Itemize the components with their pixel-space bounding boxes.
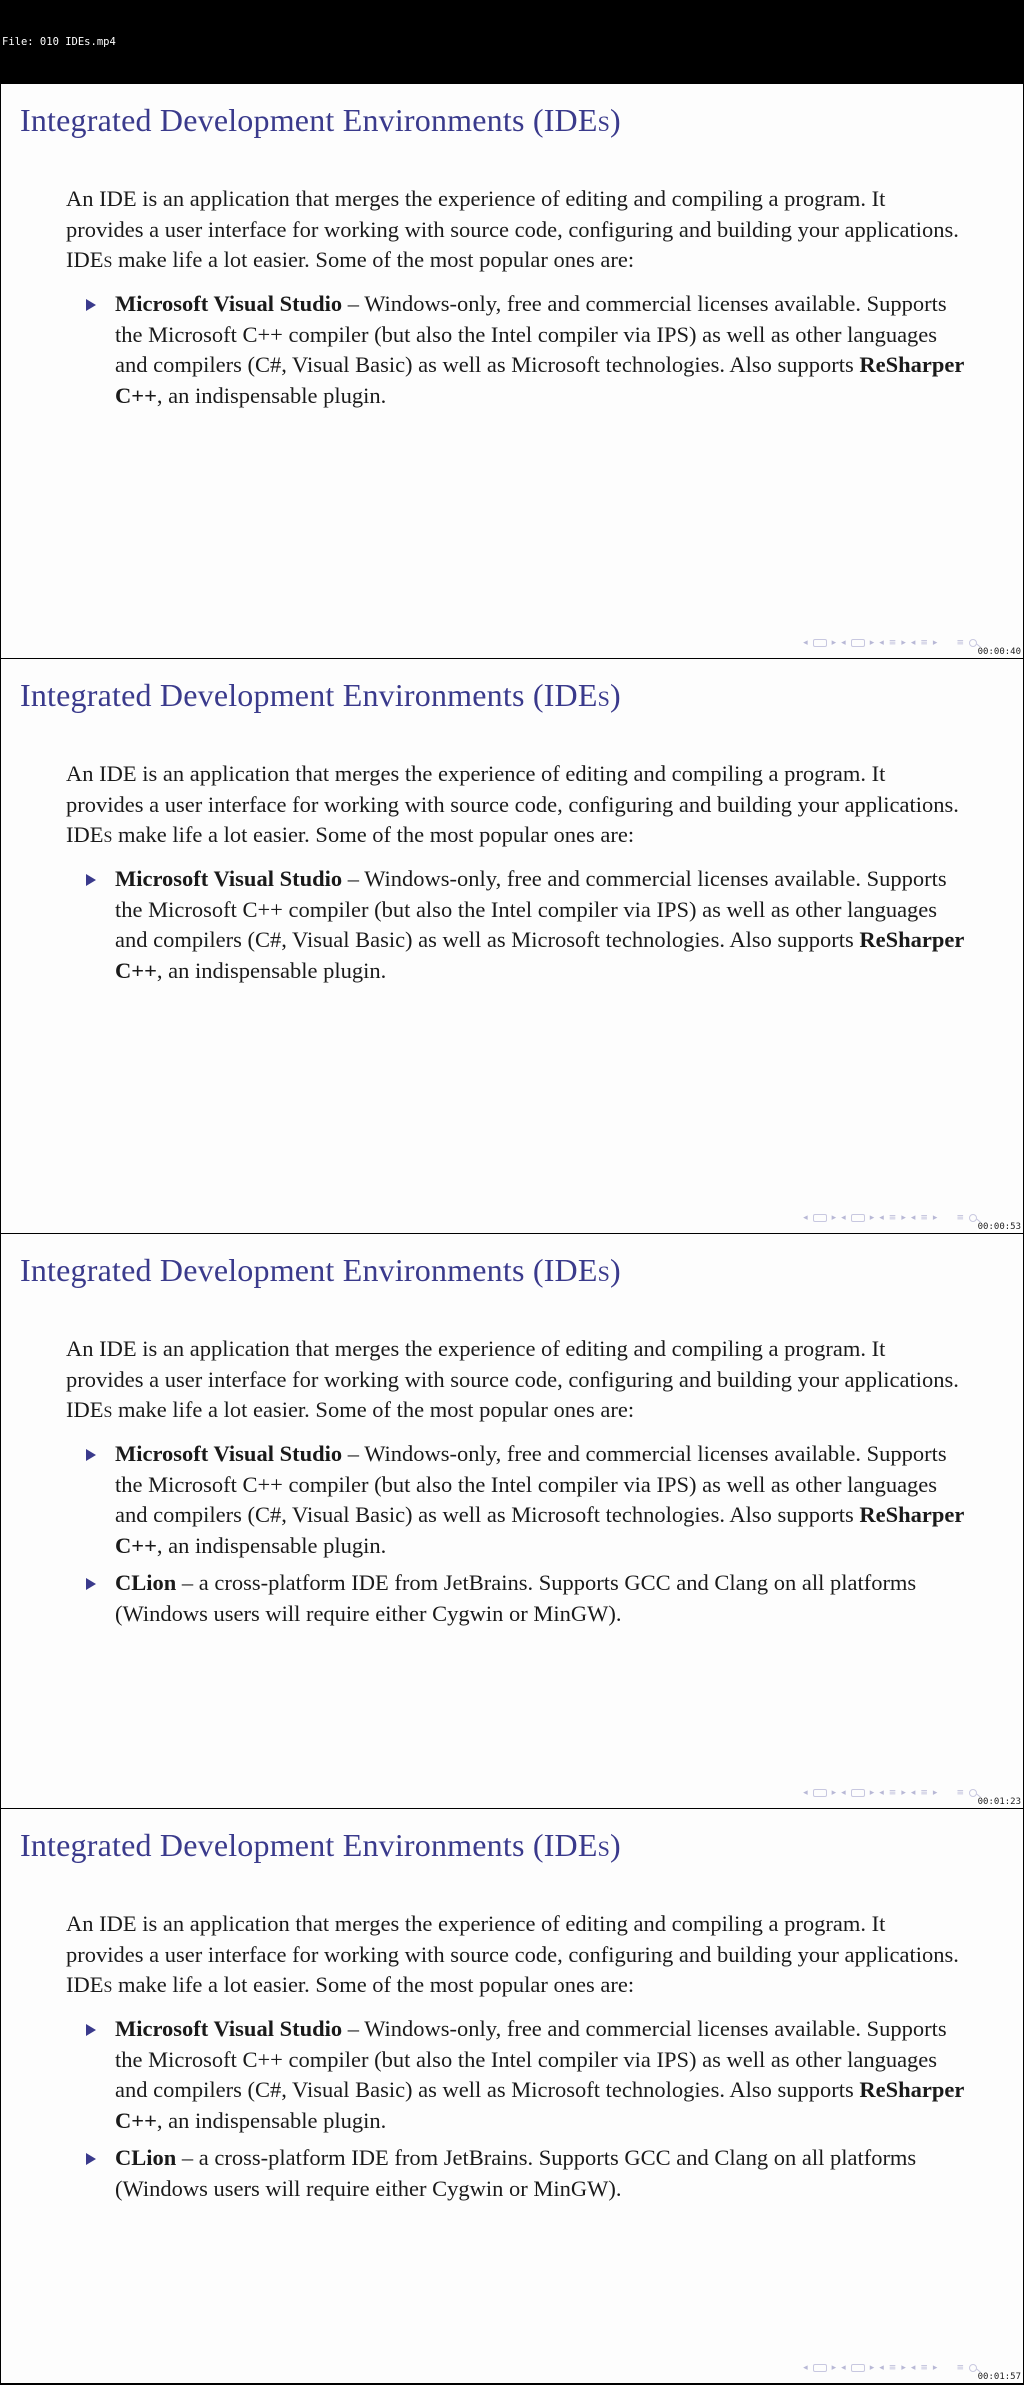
intro-text: make life a lot easier. Some of the most popular ones are: <box>112 822 635 847</box>
title-text: Integrated Development Environments ( <box>20 1252 544 1288</box>
item-name: Microsoft Visual Studio <box>115 2016 343 2041</box>
slide-title <box>20 102 621 139</box>
nav-next-icon[interactable]: ▸ <box>831 1213 837 1223</box>
nav-prev-icon[interactable]: ◂ <box>910 1788 916 1798</box>
intro-abbr: IDEs <box>66 1397 113 1422</box>
intro-paragraph <box>66 1909 966 2001</box>
video-frame <box>1 84 1023 658</box>
intro-text: make life a lot easier. Some of the most popular ones are: <box>112 247 635 272</box>
item-plugin: ReSharper C++ <box>115 2077 964 2133</box>
item-text: , an indispensable plugin. <box>156 2107 387 2133</box>
nav-prev-icon[interactable]: ◂ <box>841 1788 846 1798</box>
slide-nav-icon[interactable]: ≡ <box>920 2363 928 2373</box>
intro-text: An <box>66 186 100 211</box>
frame-nav-icon[interactable] <box>813 2364 827 2372</box>
title-close: ) <box>610 102 621 138</box>
video-frame <box>1 1234 1023 1808</box>
intro-text: is an application that merges the experience of editing and compiling a program. It provides a user interface for working with source code, configuring and building your applications. <box>66 1336 959 1392</box>
nav-next-icon[interactable]: ▸ <box>869 1788 875 1798</box>
item-text: , an indispensable plugin. <box>156 382 387 408</box>
ide-list <box>84 864 964 993</box>
item-name: CLion <box>115 1570 177 1595</box>
nav-prev-icon[interactable]: ◂ <box>803 1213 808 1223</box>
nav-next-icon[interactable]: ▸ <box>932 638 938 648</box>
subsection-nav-icon[interactable] <box>851 2364 865 2372</box>
item-text: , an indispensable plugin. <box>156 1532 387 1558</box>
title-text: Integrated Development Environments ( <box>20 1827 544 1863</box>
subsection-nav-icon[interactable] <box>851 639 865 647</box>
intro-abbr: IDE <box>99 186 137 211</box>
item-abbr: IDE <box>351 2145 389 2170</box>
item-text: – a cross-platform <box>176 1570 352 1595</box>
nav-next-icon[interactable]: ▸ <box>831 2363 837 2373</box>
intro-text: is an application that merges the experience of editing and compiling a program. It provides a user interface for working with source code, configuring and building your applications. <box>66 761 959 817</box>
slide-nav-icon[interactable]: ≡ <box>920 1788 928 1798</box>
title-abbr: IDEs <box>543 1252 611 1288</box>
align-icon[interactable]: ≡ <box>956 638 964 648</box>
intro-text: is an application that merges the experience of editing and compiling a program. It provides a user interface for working with source code, configuring and building your applications. <box>66 1911 959 1967</box>
intro-abbr: IDEs <box>66 247 113 272</box>
item-plugin: ReSharper C++ <box>115 352 964 408</box>
frame-nav-icon[interactable] <box>813 639 827 647</box>
section-nav-icon[interactable]: ≡ <box>888 1213 897 1223</box>
nav-prev-icon[interactable]: ◂ <box>879 1213 884 1223</box>
list-item-visual-studio <box>84 2014 964 2136</box>
nav-next-icon[interactable]: ▸ <box>831 1788 837 1798</box>
intro-text: An <box>66 761 100 786</box>
item-text: from JetBrains. Supports GCC and Clang on all platforms (Windows users will require either Cygwin or MinGW). <box>115 2145 917 2201</box>
frame-timestamp: 00:01:23 <box>977 1797 1021 1807</box>
section-nav-icon[interactable]: ≡ <box>888 638 897 648</box>
item-text: from JetBrains. Supports GCC and Clang on all platforms (Windows users will require either Cygwin or MinGW). <box>115 1570 917 1626</box>
title-text: Integrated Development Environments ( <box>20 677 544 713</box>
intro-abbr: IDEs <box>66 822 113 847</box>
nav-next-icon[interactable]: ▸ <box>901 1213 906 1223</box>
title-text: Integrated Development Environments ( <box>20 102 544 138</box>
nav-next-icon[interactable]: ▸ <box>831 638 837 648</box>
nav-next-icon[interactable]: ▸ <box>901 638 906 648</box>
nav-prev-icon[interactable]: ◂ <box>879 2363 884 2373</box>
frame-nav-icon[interactable] <box>813 1789 827 1797</box>
nav-prev-icon[interactable]: ◂ <box>910 1213 916 1223</box>
intro-paragraph <box>66 184 966 276</box>
intro-abbr: IDEs <box>66 1972 113 1997</box>
intro-paragraph <box>66 759 966 851</box>
frame-nav-icon[interactable] <box>813 1214 827 1222</box>
subsection-nav-icon[interactable] <box>851 1214 865 1222</box>
nav-next-icon[interactable]: ▸ <box>869 1213 875 1223</box>
item-text: – a cross-platform <box>176 2145 352 2170</box>
triangle-bullet-icon <box>84 2143 98 2173</box>
title-close: ) <box>610 1252 621 1288</box>
item-name: CLion <box>115 2145 177 2170</box>
align-icon[interactable]: ≡ <box>956 1213 964 1223</box>
nav-next-icon[interactable]: ▸ <box>932 1788 938 1798</box>
intro-text: make life a lot easier. Some of the most popular ones are: <box>112 1397 635 1422</box>
nav-next-icon[interactable]: ▸ <box>901 2363 906 2373</box>
item-name: Microsoft Visual Studio <box>115 1441 343 1466</box>
slide-title <box>20 1827 621 1864</box>
frame-timestamp: 00:00:40 <box>977 647 1021 657</box>
item-text: – Windows-only, free and commercial licenses available. Supports the Microsoft C++ compiler (but also the Intel compiler via IPS) as well as other languages and compilers (C#, Visual Basic) as well as Microsoft technologies. Also supports <box>115 291 947 377</box>
nav-prev-icon[interactable]: ◂ <box>841 1213 846 1223</box>
subsection-nav-icon[interactable] <box>851 1789 865 1797</box>
slide-nav-icon[interactable]: ≡ <box>920 1213 928 1223</box>
intro-abbr: IDE <box>99 1911 137 1936</box>
item-plugin: ReSharper C++ <box>115 1502 964 1558</box>
nav-prev-icon[interactable]: ◂ <box>910 2363 916 2373</box>
triangle-bullet-icon <box>84 1568 98 1598</box>
intro-text: An <box>66 1911 100 1936</box>
slide-nav-icon[interactable]: ≡ <box>920 638 928 648</box>
nav-prev-icon[interactable]: ◂ <box>879 1788 884 1798</box>
item-abbr: IDE <box>351 1570 389 1595</box>
intro-text: make life a lot easier. Some of the most popular ones are: <box>112 1972 635 1997</box>
slide-title <box>20 677 621 714</box>
item-name: Microsoft Visual Studio <box>115 866 343 891</box>
item-text: – Windows-only, free and commercial licenses available. Supports the Microsoft C++ compiler (but also the Intel compiler via IPS) as well as other languages and compilers (C#, Visual Basic) as well as Microsoft technologies. Also supports <box>115 1441 947 1527</box>
intro-text: An <box>66 1336 100 1361</box>
triangle-bullet-icon <box>84 289 98 319</box>
nav-prev-icon[interactable]: ◂ <box>879 638 884 648</box>
beamer-navigation[interactable] <box>803 636 983 650</box>
slide-title <box>20 1252 621 1289</box>
item-plugin: ReSharper C++ <box>115 927 964 983</box>
section-nav-icon[interactable]: ≡ <box>888 1788 897 1798</box>
title-abbr: IDEs <box>543 102 611 138</box>
title-abbr: IDEs <box>543 677 611 713</box>
frame-timestamp: 00:00:53 <box>977 1222 1021 1232</box>
item-text: – Windows-only, free and commercial licenses available. Supports the Microsoft C++ compiler (but also the Intel compiler via IPS) as well as other languages and compilers (C#, Visual Basic) as well as Microsoft technologies. Also supports <box>115 866 947 952</box>
intro-text: is an application that merges the experience of editing and compiling a program. It provides a user interface for working with source code, configuring and building your applications. <box>66 186 959 242</box>
frame-timestamp: 00:01:57 <box>977 2372 1021 2382</box>
triangle-bullet-icon <box>84 2014 98 2044</box>
nav-prev-icon[interactable]: ◂ <box>910 638 916 648</box>
item-name: Microsoft Visual Studio <box>115 291 343 316</box>
list-item-visual-studio <box>84 289 964 411</box>
intro-abbr: IDE <box>99 761 137 786</box>
nav-next-icon[interactable]: ▸ <box>869 638 875 648</box>
list-item-clion <box>84 1568 964 1629</box>
align-icon[interactable]: ≡ <box>956 1788 964 1798</box>
title-abbr: IDEs <box>543 1827 611 1863</box>
ide-list <box>84 289 964 418</box>
section-nav-icon[interactable]: ≡ <box>888 2363 897 2373</box>
beamer-navigation[interactable] <box>803 2361 983 2375</box>
video-frame <box>1 1809 1023 2383</box>
nav-next-icon[interactable]: ▸ <box>869 2363 875 2373</box>
nav-next-icon[interactable]: ▸ <box>901 1788 906 1798</box>
beamer-navigation[interactable] <box>803 1786 983 1800</box>
thumbnail-header <box>0 0 1024 84</box>
intro-paragraph <box>66 1334 966 1426</box>
list-item-visual-studio <box>84 1439 964 1561</box>
list-item-clion <box>84 2143 964 2204</box>
nav-prev-icon[interactable]: ◂ <box>803 638 808 648</box>
title-close: ) <box>610 677 621 713</box>
nav-next-icon[interactable]: ▸ <box>932 2363 938 2373</box>
nav-next-icon[interactable]: ▸ <box>932 1213 938 1223</box>
nav-prev-icon[interactable]: ◂ <box>803 1788 808 1798</box>
list-item-visual-studio <box>84 864 964 986</box>
ide-list <box>84 1439 964 1636</box>
nav-prev-icon[interactable]: ◂ <box>841 2363 846 2373</box>
video-frame <box>1 659 1023 1233</box>
nav-prev-icon[interactable]: ◂ <box>803 2363 808 2373</box>
ide-list <box>84 2014 964 2211</box>
title-close: ) <box>610 1827 621 1863</box>
triangle-bullet-icon <box>84 1439 98 1469</box>
nav-prev-icon[interactable]: ◂ <box>841 638 846 648</box>
intro-abbr: IDE <box>99 1336 137 1361</box>
triangle-bullet-icon <box>84 864 98 894</box>
align-icon[interactable]: ≡ <box>956 2363 964 2373</box>
frame-list <box>0 84 1024 2383</box>
beamer-navigation[interactable] <box>803 1211 983 1225</box>
item-text: – Windows-only, free and commercial licenses available. Supports the Microsoft C++ compiler (but also the Intel compiler via IPS) as well as other languages and compilers (C#, Visual Basic) as well as Microsoft technologies. Also supports <box>115 2016 947 2102</box>
item-text: , an indispensable plugin. <box>156 957 387 983</box>
header-line-file: File: 010 IDEs.mp4 <box>2 36 116 48</box>
